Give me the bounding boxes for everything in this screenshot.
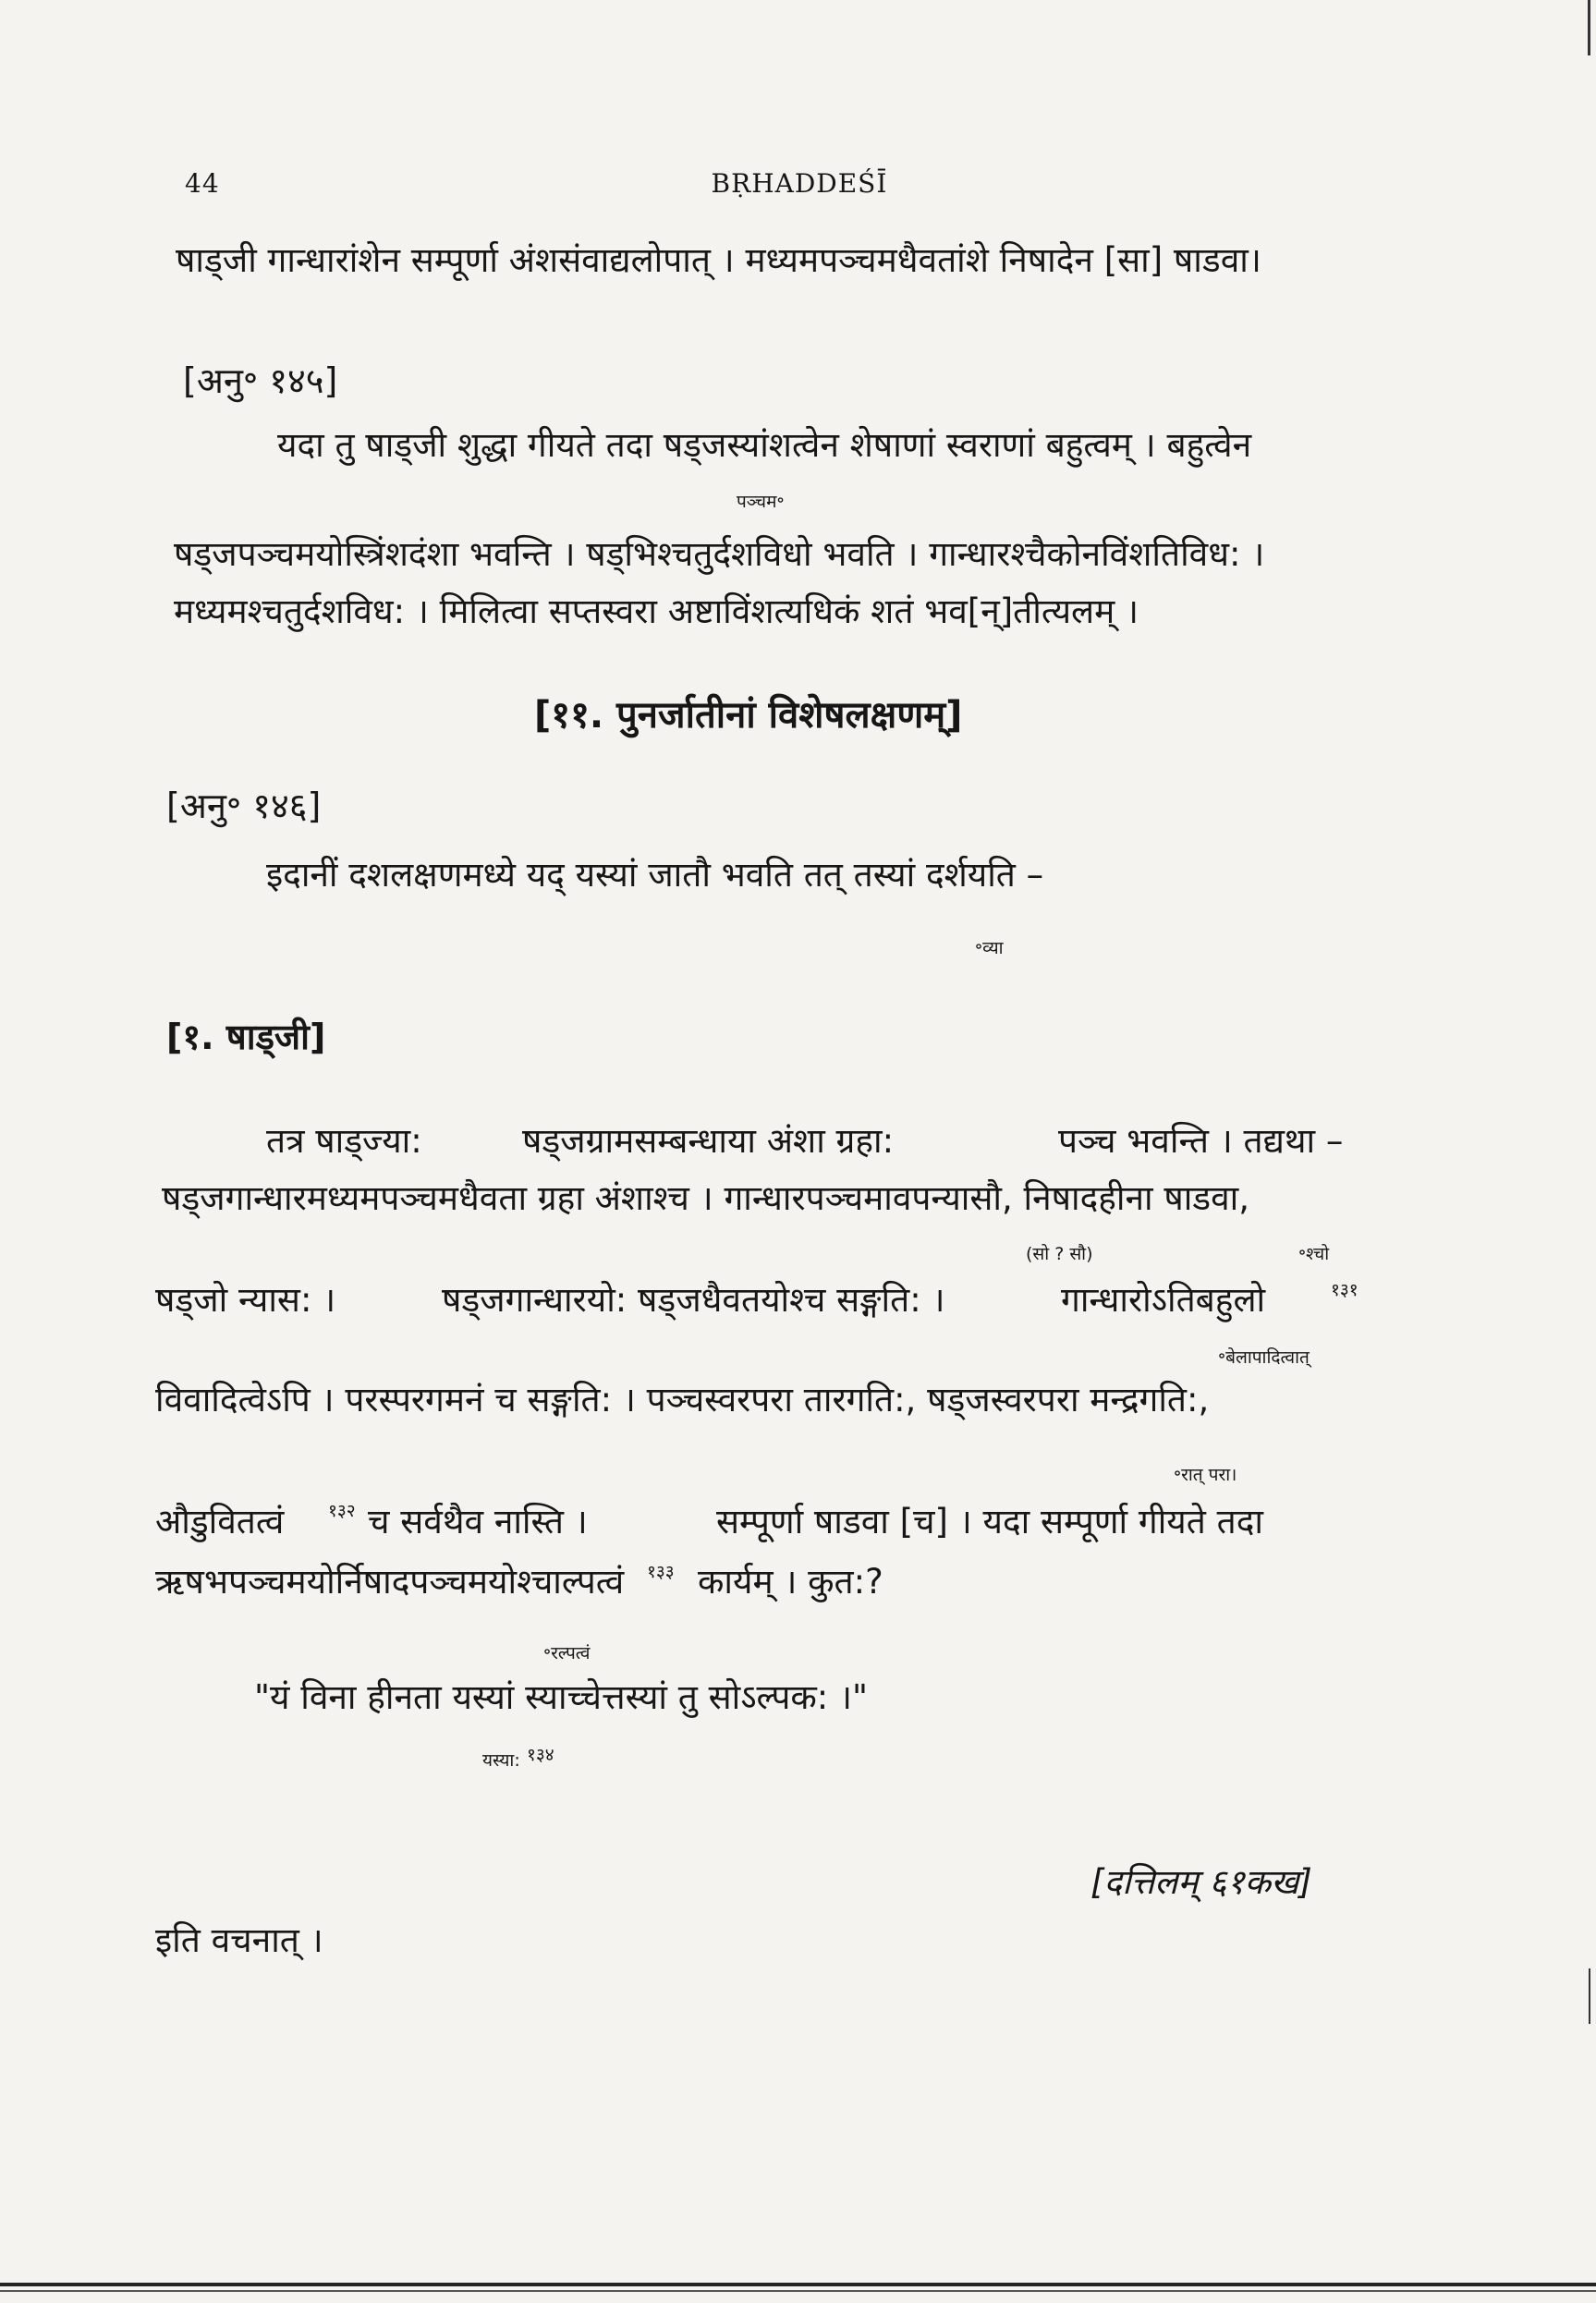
variant-note: यस्या:	[482, 1750, 520, 1771]
bottom-rule	[0, 2290, 1596, 2292]
text-segment: तत्र षाड्ज्या:	[266, 1121, 422, 1161]
page-edge-mark	[1589, 1968, 1590, 2024]
quotation: "यं विना हीनता यस्यां स्याच्चेत्तस्यां तु सोऽल्पक: ।"	[254, 1677, 869, 1717]
text-line: षड्जपञ्चमयोस्त्रिंशदंशा भवन्ति । षड्भिश्चतुर्दशविधो भवति । गान्धारश्चैकोनविंशतिविध: ।	[174, 534, 1265, 574]
text-segment: औडुवितत्वं	[155, 1502, 285, 1541]
running-title: BṚHADDEŚĪ	[711, 168, 888, 199]
text-line: यदा तु षाड्जी शुद्धा गीयते तदा षड्जस्यांशत्वेन शेषाणां स्वराणां बहुत्वम् । बहुत्वेन	[277, 425, 1252, 465]
variant-note: ॰श्चो	[1298, 1244, 1330, 1264]
variant-note: ॰व्या	[975, 938, 1004, 958]
anuccheda-marker: [अनु॰ १४६]	[166, 786, 322, 826]
variant-note: पञ्चम॰	[737, 492, 785, 512]
footnote-marker: १३४	[527, 1745, 554, 1765]
text-segment: कार्यम् । कुत:?	[698, 1562, 883, 1602]
text-line: इति वचनात् ।	[155, 1920, 323, 1960]
variant-note: (सो ? सौ)	[1026, 1244, 1093, 1264]
bottom-rule	[0, 2283, 1596, 2286]
text-line: मध्यमश्चतुर्दशविध: । मिलित्वा सप्तस्वरा अष्टाविंशत्यधिकं शतं भव[न्]तीत्यलम् ।	[174, 591, 1139, 631]
text-segment: षड्जगान्धारयो: षड्जधैवतयोश्च सङ्गति: ।	[442, 1280, 945, 1320]
text-segment: सम्पूर्णा षाडवा [च] । यदा सम्पूर्णा गीयते तदा	[716, 1502, 1263, 1541]
footnote-marker: १३२	[328, 1501, 356, 1521]
footnote-marker: १३१	[1331, 1280, 1358, 1300]
section-heading: [११. पुनर्जातीनां विशेषलक्षणम्]	[534, 694, 963, 737]
text-segment: गान्धारोऽतिबहुलो	[1061, 1280, 1266, 1320]
text-segment: पञ्च भवन्ति । तद्यथा –	[1058, 1121, 1344, 1161]
text-segment: षड्जो न्यास: ।	[155, 1280, 336, 1320]
source-reference: [दत्तिलम् ६१कख]	[1090, 1862, 1312, 1902]
page-edge-mark	[1588, 0, 1590, 55]
text-line: षाड्जी गान्धारांशेन सम्पूर्णा अंशसंवाद्यलोपात् । मध्यमपञ्चमधैवतांशे निषादेन [सा] षाडवा।	[176, 240, 1261, 280]
text-segment: षड्जग्रामसम्बन्धाया अंशा ग्रहा:	[522, 1121, 895, 1161]
text-segment: च सर्वथैव नास्ति ।	[368, 1502, 588, 1541]
variant-note: ॰रल्पत्वं	[543, 1643, 591, 1663]
anuccheda-marker: [अनु॰ १४५]	[183, 360, 338, 401]
text-segment: ऋषभपञ्चमयोर्निषादपञ्चमयोश्चाल्पत्वं	[155, 1562, 625, 1602]
text-line: षड्जगान्धारमध्यमपञ्चमधैवता ग्रहा अंशाश्च । गान्धारपञ्चमावपन्यासौ, निषादहीना षाडवा,	[162, 1178, 1250, 1218]
footnote-marker: १३३	[647, 1562, 675, 1582]
variant-note: ॰बेलापादित्वात्	[1218, 1347, 1310, 1368]
variant-note: ॰रात् परा।	[1174, 1465, 1237, 1485]
text-line: विवादित्वेऽपि । परस्परगमनं च सङ्गति: । पञ्चस्वरपरा तारगति:, षड्जस्वरपरा मन्द्रगति:,	[155, 1380, 1210, 1420]
page-number: 44	[185, 168, 220, 199]
subsection-heading: [१. षाड्जी]	[166, 1017, 326, 1057]
text-line: इदानीं दशलक्षणमध्ये यद् यस्यां जातौ भवति तत् तस्यां दर्शयति –	[266, 855, 1044, 895]
